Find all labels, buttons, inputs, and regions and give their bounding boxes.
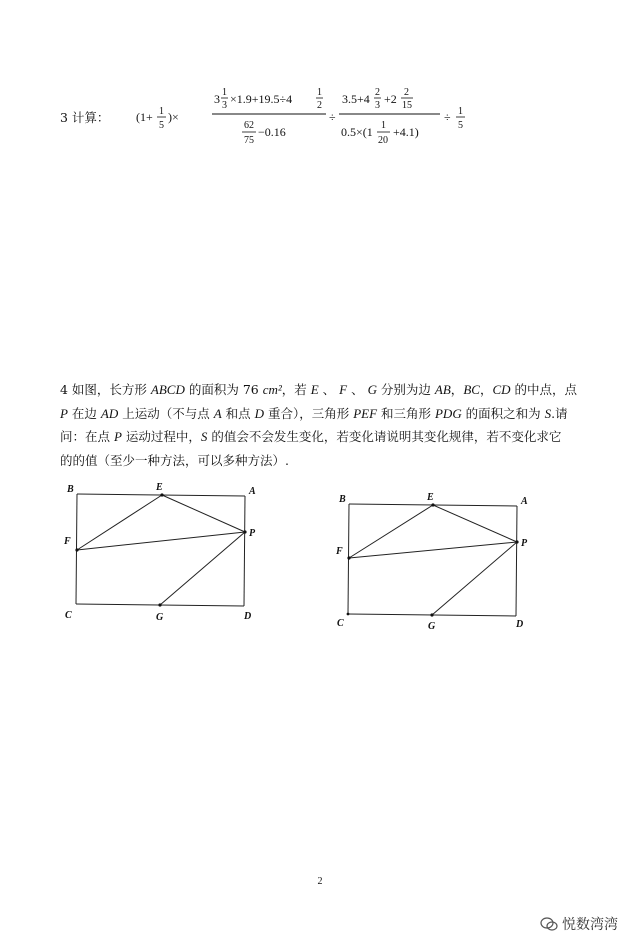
text-segment: ， <box>479 382 493 397</box>
page-number: 2 <box>317 876 323 887</box>
text-segment: 的值会不会发生变化，若变化请说明其变化规律，若不变化求它 <box>207 429 562 444</box>
math-var: A <box>213 405 222 421</box>
figure-right <box>332 484 537 634</box>
expr-f2-num-b-den: 3 <box>375 100 380 111</box>
math-var: BC <box>463 382 480 397</box>
math-var: P <box>113 429 122 444</box>
text-segment: 和三角形 <box>377 405 435 421</box>
expr-f1-num-a-num: 1 <box>222 87 227 98</box>
math-var: S <box>200 429 208 444</box>
label-c: C <box>65 610 72 621</box>
label-d: D <box>244 611 252 622</box>
figure-left <box>60 478 265 628</box>
text-segment: ， <box>450 382 464 397</box>
text-segment: 运动过程中， <box>121 429 201 444</box>
label-f: F <box>64 536 71 547</box>
label-a: A <box>521 496 528 507</box>
math-var: AB <box>434 382 451 397</box>
problem-3-expression <box>136 86 476 156</box>
watermark-text: 悦数湾湾 <box>562 917 618 933</box>
text-segment: 、 <box>318 382 340 397</box>
text-segment: 的面积之和为 <box>461 405 545 421</box>
label-c: C <box>337 618 344 629</box>
expr-p1-den: 5 <box>159 120 164 131</box>
label-p: P <box>249 528 256 539</box>
expr-f1-den-den: 75 <box>244 135 254 146</box>
label-b: B <box>67 484 74 495</box>
point-g-dot <box>430 613 433 616</box>
text-segment: 在边 <box>67 405 101 421</box>
label-g: G <box>156 612 164 623</box>
area-value: 76 <box>242 382 259 397</box>
label-e: E <box>156 482 163 493</box>
math-var: AD <box>100 405 119 421</box>
watermark <box>540 914 618 934</box>
text-segment: 和点 <box>221 405 255 421</box>
label-b: B <box>339 494 346 505</box>
math-var: G <box>367 382 377 397</box>
expr-last-num: 1 <box>458 106 463 117</box>
text-segment: 重合），三角形 <box>264 405 354 421</box>
math-var: PDG <box>434 405 462 421</box>
text-segment: 分别为边 <box>376 382 435 397</box>
problem-4-line-2 <box>60 402 596 426</box>
segment-ef <box>77 495 162 550</box>
expr-p1-close: )× <box>168 110 179 124</box>
label-g: G <box>428 621 436 632</box>
expr-div-2: ÷ <box>444 110 451 124</box>
expr-f2-den-b-num: 1 <box>381 120 386 131</box>
text-segment: 问：在点 <box>60 429 114 444</box>
problem-4-line-1 <box>60 378 596 402</box>
point-f-dot <box>347 556 350 559</box>
edge-ad <box>244 496 245 606</box>
text-segment: 的面积为 <box>184 382 243 397</box>
segment-pg <box>160 532 245 605</box>
text-segment: ，若 <box>281 382 311 397</box>
math-var: PEF <box>353 405 378 421</box>
expr-f1-den-rest: −0.16 <box>258 125 286 139</box>
expr-last-den: 5 <box>458 120 463 131</box>
expr-f1-num-a-den: 3 <box>222 100 227 111</box>
label-e: E <box>427 492 434 503</box>
text-segment: 的中点，点 <box>510 382 577 397</box>
math-var: ABCD <box>150 382 185 397</box>
problem-3-label: 3 计算： <box>60 110 110 125</box>
segment-ep <box>162 495 245 532</box>
math-var: F <box>339 382 348 397</box>
label-f: F <box>336 546 343 557</box>
text-segment: 、 <box>347 382 368 397</box>
point-e-dot <box>431 503 434 506</box>
math-var: P <box>60 405 68 421</box>
expr-f2-den-a: 0.5×(1 <box>341 125 373 139</box>
segment-ep <box>433 505 517 542</box>
expr-f1-num-mid: ×1.9+19.5÷4 <box>230 92 293 106</box>
label-p: P <box>521 538 528 549</box>
segment-pg <box>432 542 517 615</box>
segment-fp <box>77 532 245 550</box>
expr-f2-num-a: 3.5+4 <box>342 92 370 106</box>
point-g-dot <box>158 603 161 606</box>
segment-ef <box>349 505 433 558</box>
expr-f2-num-c-den: 15 <box>402 100 412 111</box>
math-var: D <box>254 405 264 421</box>
text-segment: 上运动（不与点 <box>118 405 214 421</box>
expr-f1-den-num: 62 <box>244 120 254 131</box>
point-p-dot <box>515 540 518 543</box>
expr-p1-open: (1+ <box>136 110 153 124</box>
problem-4-line-4: 的的值（至少一种方法，可以多种方法）. <box>60 452 289 468</box>
label-d: D <box>516 619 524 630</box>
problem-4 <box>60 378 596 472</box>
expr-f2-den-c: +4.1) <box>393 125 419 139</box>
expr-f2-den-b-den: 20 <box>378 135 388 146</box>
expr-f2-num-b-num: 2 <box>375 87 380 98</box>
expr-f1-num-b-num: 1 <box>317 87 322 98</box>
segment-fp <box>349 542 517 558</box>
area-unit: cm² <box>262 382 282 397</box>
expr-p1-num: 1 <box>159 106 164 117</box>
point-c-dot <box>347 613 350 616</box>
point-f-dot <box>75 548 78 551</box>
label-a: A <box>249 486 256 497</box>
point-p-dot <box>243 530 246 533</box>
wechat-icon <box>540 915 558 933</box>
text-segment: 4 如图，长方形 <box>60 382 151 397</box>
problem-4-line-3 <box>60 425 596 449</box>
expr-div-1: ÷ <box>329 110 336 124</box>
problem-3 <box>60 86 620 156</box>
expr-f2-num-c-num: 2 <box>404 87 409 98</box>
math-var: S <box>544 405 552 421</box>
math-var: CD <box>492 382 511 397</box>
expr-f1-num-b-den: 2 <box>317 100 322 111</box>
expr-f1-num-a-whole: 3 <box>214 92 220 106</box>
math-var: E <box>310 382 319 397</box>
point-e-dot <box>160 493 163 496</box>
edge-ad <box>516 506 517 616</box>
expr-f2-num-plus: +2 <box>384 92 397 106</box>
text-segment: .请 <box>551 405 568 421</box>
